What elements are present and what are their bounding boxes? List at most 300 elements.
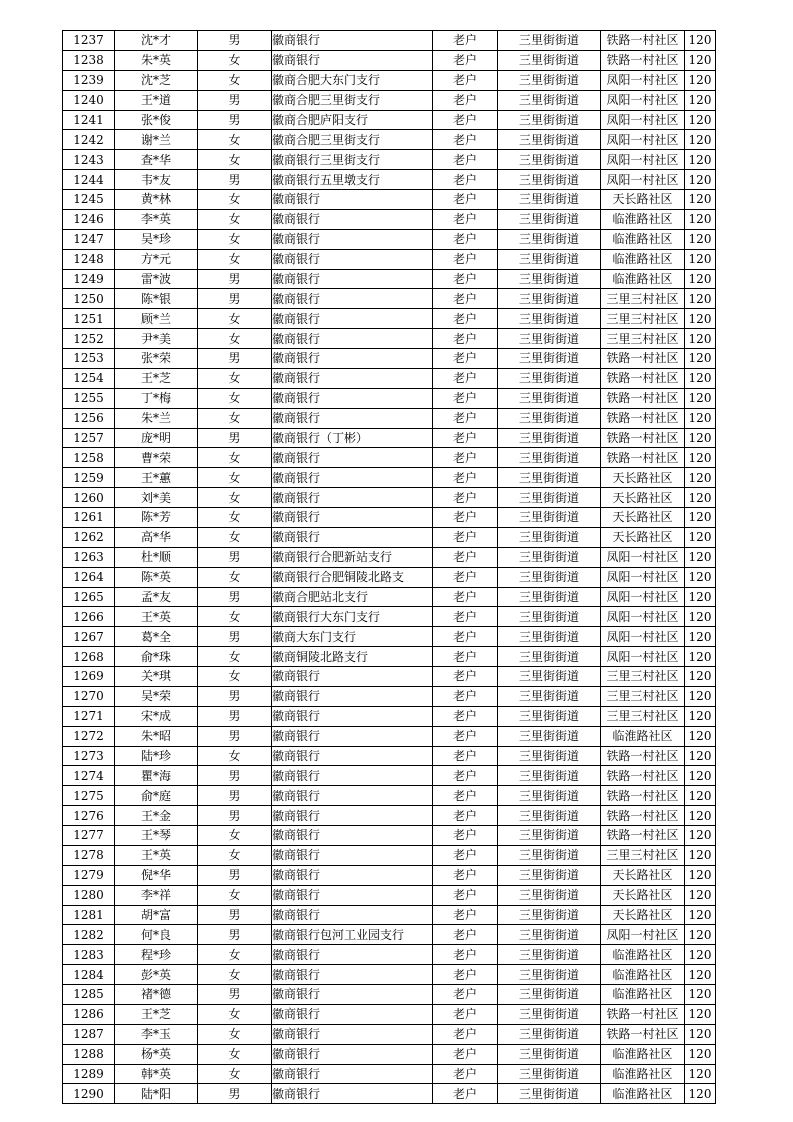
cell-amount: 120: [685, 110, 716, 130]
cell-amount: 120: [685, 150, 716, 170]
cell-community: 三里三村社区: [601, 667, 685, 687]
cell-row-number: 1265: [63, 587, 115, 607]
cell-gender: 女: [198, 448, 272, 468]
table-row: [63, 508, 716, 528]
cell-amount: 120: [685, 945, 716, 965]
cell-bank-name: 徽商银行: [272, 408, 433, 428]
cell-person-name: 陈*银: [115, 289, 198, 309]
table-row: [63, 905, 716, 925]
cell-household-type: 老户: [433, 826, 498, 846]
cell-community: 三里三村社区: [601, 686, 685, 706]
cell-household-type: 老户: [433, 150, 498, 170]
cell-person-name: 朱*兰: [115, 408, 198, 428]
cell-person-name: 沈*芝: [115, 70, 198, 90]
cell-bank-name: 徽商合肥站北支行: [272, 587, 433, 607]
cell-bank-name: 徽商银行: [272, 329, 433, 349]
cell-household-type: 老户: [433, 607, 498, 627]
cell-household-type: 老户: [433, 130, 498, 150]
cell-row-number: 1286: [63, 1004, 115, 1024]
cell-gender: 女: [198, 50, 272, 70]
cell-community: 天长路社区: [601, 527, 685, 547]
cell-bank-name: 徽商银行: [272, 289, 433, 309]
table-row: [63, 786, 716, 806]
cell-gender: 女: [198, 249, 272, 269]
table-row: [63, 845, 716, 865]
cell-household-type: 老户: [433, 209, 498, 229]
cell-street-office: 三里街街道: [498, 567, 601, 587]
cell-household-type: 老户: [433, 985, 498, 1005]
cell-gender: 男: [198, 865, 272, 885]
table-row: [63, 1044, 716, 1064]
cell-bank-name: 徽商银行: [272, 1084, 433, 1104]
cell-gender: 男: [198, 786, 272, 806]
cell-row-number: 1250: [63, 289, 115, 309]
cell-household-type: 老户: [433, 547, 498, 567]
cell-household-type: 老户: [433, 1044, 498, 1064]
cell-bank-name: 徽商银行: [272, 488, 433, 508]
cell-row-number: 1246: [63, 209, 115, 229]
cell-amount: 120: [685, 1084, 716, 1104]
cell-person-name: 宋*成: [115, 706, 198, 726]
cell-person-name: 陆*阳: [115, 1084, 198, 1104]
cell-person-name: 葛*全: [115, 627, 198, 647]
cell-person-name: 韦*友: [115, 170, 198, 190]
cell-bank-name: 徽商银行包河工业园支行: [272, 925, 433, 945]
cell-bank-name: 徽商银行: [272, 1024, 433, 1044]
cell-gender: 女: [198, 567, 272, 587]
cell-bank-name: 徽商银行: [272, 1004, 433, 1024]
table-row: [63, 150, 716, 170]
cell-gender: 女: [198, 508, 272, 528]
cell-amount: 120: [685, 1064, 716, 1084]
cell-household-type: 老户: [433, 706, 498, 726]
cell-bank-name: 徽商银行合肥新站支行: [272, 547, 433, 567]
cell-row-number: 1255: [63, 388, 115, 408]
cell-gender: 女: [198, 1024, 272, 1044]
cell-row-number: 1273: [63, 746, 115, 766]
table-row: [63, 587, 716, 607]
cell-community: 凤阳一村社区: [601, 70, 685, 90]
cell-bank-name: 徽商银行: [272, 865, 433, 885]
table-row: [63, 865, 716, 885]
cell-gender: 女: [198, 1064, 272, 1084]
cell-street-office: 三里街街道: [498, 905, 601, 925]
cell-community: 临淮路社区: [601, 1044, 685, 1064]
cell-amount: 120: [685, 488, 716, 508]
cell-row-number: 1242: [63, 130, 115, 150]
cell-amount: 120: [685, 706, 716, 726]
cell-household-type: 老户: [433, 170, 498, 190]
cell-bank-name: 徽商银行: [272, 190, 433, 210]
cell-row-number: 1237: [63, 31, 115, 51]
cell-street-office: 三里街街道: [498, 985, 601, 1005]
cell-bank-name: 徽商银行五里墩支行: [272, 170, 433, 190]
cell-row-number: 1270: [63, 686, 115, 706]
cell-street-office: 三里街街道: [498, 289, 601, 309]
table-row: [63, 726, 716, 746]
cell-person-name: 韩*英: [115, 1064, 198, 1084]
cell-gender: 女: [198, 746, 272, 766]
cell-household-type: 老户: [433, 925, 498, 945]
cell-community: 临淮路社区: [601, 209, 685, 229]
cell-amount: 120: [685, 329, 716, 349]
table-row: [63, 468, 716, 488]
cell-community: 铁路一村社区: [601, 1024, 685, 1044]
cell-street-office: 三里街街道: [498, 607, 601, 627]
cell-street-office: 三里街街道: [498, 587, 601, 607]
cell-street-office: 三里街街道: [498, 90, 601, 110]
cell-amount: 120: [685, 865, 716, 885]
cell-amount: 120: [685, 130, 716, 150]
cell-row-number: 1245: [63, 190, 115, 210]
cell-row-number: 1240: [63, 90, 115, 110]
cell-household-type: 老户: [433, 408, 498, 428]
cell-gender: 女: [198, 826, 272, 846]
cell-amount: 120: [685, 190, 716, 210]
cell-gender: 女: [198, 190, 272, 210]
cell-household-type: 老户: [433, 349, 498, 369]
cell-person-name: 曹*荣: [115, 448, 198, 468]
table-row: [63, 90, 716, 110]
cell-street-office: 三里街街道: [498, 229, 601, 249]
cell-bank-name: 徽商银行: [272, 985, 433, 1005]
cell-community: 天长路社区: [601, 865, 685, 885]
cell-community: 临淮路社区: [601, 1084, 685, 1104]
cell-row-number: 1239: [63, 70, 115, 90]
cell-gender: 女: [198, 845, 272, 865]
cell-row-number: 1277: [63, 826, 115, 846]
cell-street-office: 三里街街道: [498, 408, 601, 428]
table-row: [63, 1024, 716, 1044]
cell-row-number: 1251: [63, 309, 115, 329]
cell-gender: 女: [198, 130, 272, 150]
cell-community: 铁路一村社区: [601, 349, 685, 369]
cell-bank-name: 徽商银行: [272, 806, 433, 826]
cell-community: 凤阳一村社区: [601, 647, 685, 667]
cell-amount: 120: [685, 627, 716, 647]
cell-amount: 120: [685, 547, 716, 567]
cell-household-type: 老户: [433, 746, 498, 766]
cell-row-number: 1288: [63, 1044, 115, 1064]
cell-street-office: 三里街街道: [498, 706, 601, 726]
cell-community: 三里三村社区: [601, 289, 685, 309]
cell-row-number: 1272: [63, 726, 115, 746]
cell-person-name: 吴*珍: [115, 229, 198, 249]
table-row: [63, 130, 716, 150]
cell-street-office: 三里街街道: [498, 527, 601, 547]
cell-row-number: 1258: [63, 448, 115, 468]
cell-street-office: 三里街街道: [498, 368, 601, 388]
cell-community: 铁路一村社区: [601, 786, 685, 806]
cell-street-office: 三里街街道: [498, 786, 601, 806]
cell-gender: 男: [198, 766, 272, 786]
cell-row-number: 1268: [63, 647, 115, 667]
cell-bank-name: 徽商银行: [272, 309, 433, 329]
cell-household-type: 老户: [433, 468, 498, 488]
cell-street-office: 三里街街道: [498, 806, 601, 826]
cell-street-office: 三里街街道: [498, 686, 601, 706]
cell-row-number: 1248: [63, 249, 115, 269]
cell-household-type: 老户: [433, 50, 498, 70]
cell-household-type: 老户: [433, 726, 498, 746]
cell-household-type: 老户: [433, 31, 498, 51]
cell-bank-name: 徽商银行: [272, 508, 433, 528]
cell-household-type: 老户: [433, 368, 498, 388]
table-row: [63, 329, 716, 349]
cell-household-type: 老户: [433, 508, 498, 528]
cell-bank-name: 徽商银行: [272, 388, 433, 408]
cell-street-office: 三里街街道: [498, 50, 601, 70]
cell-amount: 120: [685, 905, 716, 925]
cell-person-name: 瞿*海: [115, 766, 198, 786]
cell-street-office: 三里街街道: [498, 1064, 601, 1084]
cell-amount: 120: [685, 90, 716, 110]
cell-street-office: 三里街街道: [498, 428, 601, 448]
table-row: [63, 885, 716, 905]
cell-person-name: 方*元: [115, 249, 198, 269]
table-row: [63, 945, 716, 965]
cell-household-type: 老户: [433, 289, 498, 309]
cell-amount: 120: [685, 726, 716, 746]
cell-person-name: 陈*芳: [115, 508, 198, 528]
cell-amount: 120: [685, 985, 716, 1005]
cell-person-name: 王*道: [115, 90, 198, 110]
cell-row-number: 1253: [63, 349, 115, 369]
cell-gender: 男: [198, 806, 272, 826]
cell-gender: 女: [198, 408, 272, 428]
cell-person-name: 谢*兰: [115, 130, 198, 150]
cell-row-number: 1271: [63, 706, 115, 726]
cell-bank-name: 徽商银行: [272, 1064, 433, 1084]
cell-community: 天长路社区: [601, 488, 685, 508]
cell-amount: 120: [685, 1024, 716, 1044]
cell-community: 凤阳一村社区: [601, 607, 685, 627]
table-row: [63, 647, 716, 667]
cell-row-number: 1284: [63, 965, 115, 985]
cell-amount: 120: [685, 170, 716, 190]
table-row: [63, 527, 716, 547]
cell-person-name: 朱*昭: [115, 726, 198, 746]
table-row: [63, 985, 716, 1005]
cell-gender: 女: [198, 667, 272, 687]
cell-gender: 男: [198, 289, 272, 309]
cell-street-office: 三里街街道: [498, 547, 601, 567]
cell-household-type: 老户: [433, 329, 498, 349]
cell-community: 铁路一村社区: [601, 368, 685, 388]
cell-bank-name: 徽商银行: [272, 468, 433, 488]
cell-row-number: 1266: [63, 607, 115, 627]
cell-household-type: 老户: [433, 309, 498, 329]
cell-community: 凤阳一村社区: [601, 627, 685, 647]
cell-household-type: 老户: [433, 1024, 498, 1044]
cell-community: 凤阳一村社区: [601, 90, 685, 110]
cell-bank-name: 徽商银行: [272, 746, 433, 766]
table-row: [63, 170, 716, 190]
cell-person-name: 查*华: [115, 150, 198, 170]
cell-amount: 120: [685, 70, 716, 90]
cell-person-name: 何*良: [115, 925, 198, 945]
cell-bank-name: 徽商银行: [272, 845, 433, 865]
cell-row-number: 1260: [63, 488, 115, 508]
cell-row-number: 1264: [63, 567, 115, 587]
cell-street-office: 三里街街道: [498, 329, 601, 349]
cell-community: 临淮路社区: [601, 1064, 685, 1084]
cell-community: 铁路一村社区: [601, 31, 685, 51]
cell-bank-name: 徽商银行: [272, 885, 433, 905]
cell-bank-name: 徽商银行: [272, 209, 433, 229]
table-row: [63, 1064, 716, 1084]
cell-community: 凤阳一村社区: [601, 547, 685, 567]
cell-amount: 120: [685, 31, 716, 51]
cell-bank-name: 徽商银行: [272, 527, 433, 547]
cell-row-number: 1254: [63, 368, 115, 388]
cell-gender: 女: [198, 329, 272, 349]
cell-row-number: 1249: [63, 269, 115, 289]
cell-street-office: 三里街街道: [498, 726, 601, 746]
cell-street-office: 三里街街道: [498, 388, 601, 408]
cell-bank-name: 徽商合肥三里街支行: [272, 90, 433, 110]
cell-person-name: 尹*美: [115, 329, 198, 349]
cell-community: 临淮路社区: [601, 965, 685, 985]
table-row: [63, 448, 716, 468]
cell-street-office: 三里街街道: [498, 945, 601, 965]
cell-household-type: 老户: [433, 229, 498, 249]
cell-row-number: 1290: [63, 1084, 115, 1104]
cell-community: 铁路一村社区: [601, 806, 685, 826]
cell-street-office: 三里街街道: [498, 508, 601, 528]
cell-household-type: 老户: [433, 667, 498, 687]
cell-person-name: 雷*波: [115, 269, 198, 289]
table-row: [63, 627, 716, 647]
cell-household-type: 老户: [433, 428, 498, 448]
cell-gender: 男: [198, 1084, 272, 1104]
cell-person-name: 丁*梅: [115, 388, 198, 408]
cell-row-number: 1283: [63, 945, 115, 965]
cell-bank-name: 徽商合肥三里街支行: [272, 130, 433, 150]
cell-gender: 女: [198, 607, 272, 627]
cell-community: 铁路一村社区: [601, 766, 685, 786]
cell-bank-name: 徽商银行: [272, 667, 433, 687]
cell-row-number: 1256: [63, 408, 115, 428]
cell-person-name: 吴*荣: [115, 686, 198, 706]
cell-community: 铁路一村社区: [601, 826, 685, 846]
cell-community: 铁路一村社区: [601, 746, 685, 766]
cell-amount: 120: [685, 1044, 716, 1064]
cell-household-type: 老户: [433, 70, 498, 90]
cell-amount: 120: [685, 806, 716, 826]
cell-person-name: 俞*庭: [115, 786, 198, 806]
cell-bank-name: 徽商银行: [272, 826, 433, 846]
cell-street-office: 三里街街道: [498, 1004, 601, 1024]
cell-person-name: 杜*顺: [115, 547, 198, 567]
cell-street-office: 三里街街道: [498, 1024, 601, 1044]
cell-bank-name: 徽商银行: [272, 766, 433, 786]
cell-bank-name: 徽商大东门支行: [272, 627, 433, 647]
table-row: [63, 1004, 716, 1024]
cell-community: 三里三村社区: [601, 329, 685, 349]
subsidy-roster-table: [62, 30, 716, 1104]
cell-street-office: 三里街街道: [498, 249, 601, 269]
cell-person-name: 王*英: [115, 845, 198, 865]
table-row: [63, 547, 716, 567]
cell-household-type: 老户: [433, 269, 498, 289]
table-row: [63, 746, 716, 766]
cell-household-type: 老户: [433, 190, 498, 210]
table-row: [63, 706, 716, 726]
cell-gender: 女: [198, 150, 272, 170]
table-row: [63, 428, 716, 448]
cell-bank-name: 徽商银行: [272, 686, 433, 706]
cell-household-type: 老户: [433, 865, 498, 885]
cell-gender: 女: [198, 527, 272, 547]
cell-row-number: 1262: [63, 527, 115, 547]
cell-amount: 120: [685, 647, 716, 667]
cell-community: 铁路一村社区: [601, 428, 685, 448]
cell-community: 天长路社区: [601, 508, 685, 528]
cell-person-name: 王*英: [115, 607, 198, 627]
cell-row-number: 1281: [63, 905, 115, 925]
table-row: [63, 50, 716, 70]
cell-community: 临淮路社区: [601, 249, 685, 269]
table-row: [63, 349, 716, 369]
cell-person-name: 庞*明: [115, 428, 198, 448]
cell-person-name: 李*玉: [115, 1024, 198, 1044]
cell-gender: 男: [198, 349, 272, 369]
table-row: [63, 368, 716, 388]
cell-gender: 女: [198, 388, 272, 408]
cell-household-type: 老户: [433, 1084, 498, 1104]
cell-street-office: 三里街街道: [498, 647, 601, 667]
table-row: [63, 229, 716, 249]
cell-household-type: 老户: [433, 1004, 498, 1024]
cell-community: 天长路社区: [601, 885, 685, 905]
cell-gender: 男: [198, 587, 272, 607]
cell-bank-name: 徽商银行: [272, 31, 433, 51]
table-row: [63, 826, 716, 846]
cell-street-office: 三里街街道: [498, 269, 601, 289]
cell-amount: 120: [685, 408, 716, 428]
table-row: [63, 766, 716, 786]
cell-household-type: 老户: [433, 627, 498, 647]
cell-household-type: 老户: [433, 488, 498, 508]
cell-row-number: 1252: [63, 329, 115, 349]
cell-amount: 120: [685, 826, 716, 846]
cell-person-name: 高*华: [115, 527, 198, 547]
cell-gender: 男: [198, 547, 272, 567]
cell-amount: 120: [685, 349, 716, 369]
cell-row-number: 1287: [63, 1024, 115, 1044]
cell-amount: 120: [685, 567, 716, 587]
cell-amount: 120: [685, 50, 716, 70]
cell-bank-name: 徽商合肥大东门支行: [272, 70, 433, 90]
cell-household-type: 老户: [433, 786, 498, 806]
cell-gender: 男: [198, 686, 272, 706]
cell-street-office: 三里街街道: [498, 309, 601, 329]
cell-community: 临淮路社区: [601, 726, 685, 746]
cell-amount: 120: [685, 686, 716, 706]
cell-person-name: 王*芝: [115, 368, 198, 388]
cell-row-number: 1261: [63, 508, 115, 528]
cell-street-office: 三里街街道: [498, 766, 601, 786]
table-row: [63, 289, 716, 309]
cell-person-name: 沈*才: [115, 31, 198, 51]
table-row: [63, 667, 716, 687]
cell-amount: 120: [685, 965, 716, 985]
cell-row-number: 1282: [63, 925, 115, 945]
cell-community: 凤阳一村社区: [601, 925, 685, 945]
cell-bank-name: 徽商银行合肥铜陵北路支: [272, 567, 433, 587]
cell-person-name: 黄*林: [115, 190, 198, 210]
